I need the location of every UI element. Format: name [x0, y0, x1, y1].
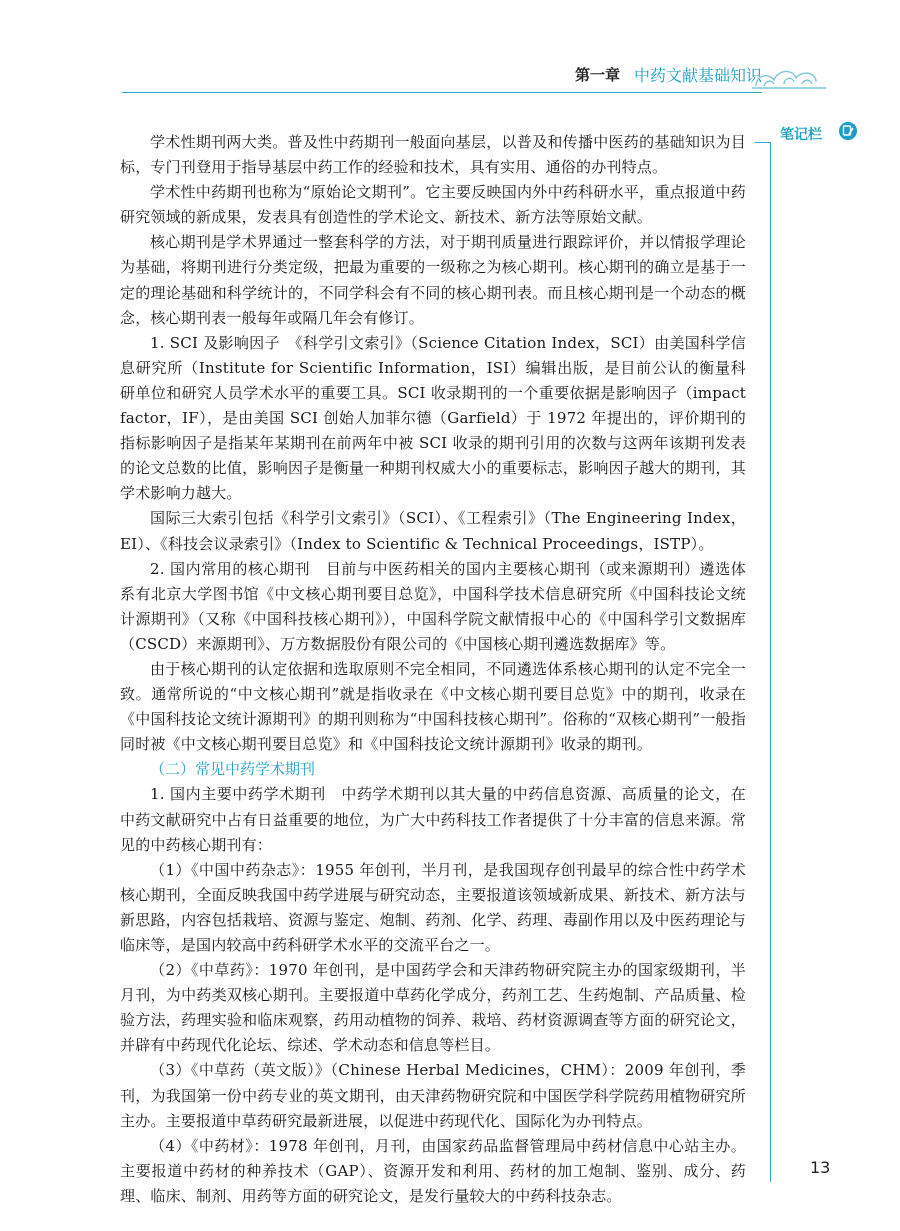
paragraph: 1. SCI 及影响因子 《科学引文索引》（Science Citation Index，SCI）由美国科学信息研究所（Institute for Scientific Information，ISI）编辑出版，是目前公认的衡量科研单位和研究人员学术水平的重要工具。SCI 收录期刊的一个重要依据是影响因子（impact factor，IF），是由美国 SCI 创始人加菲尔德（Garfield）于 1972 年提出的，评价期刊的指标影响因子是指某年某期刊在前两年中被 SCI 收录的期刊引用的次数与这两年该期刊发表的论文总数的比值，影响因子是衡量一种期刊权威大小的重要标志，影响因子越大的期刊，其学术影响力越大。 — [120, 333, 746, 503]
paragraph: （4）《中药材》：1978 年创刊，月刊，由国家药品监督管理局中药材信息中心站主办。主要报道中药材的种养技术（GAP）、资源开发和利用、药材的加工炮制、鉴别、成分、药理、临床、制剂、用药等方面的研究论文，是发行量较大的中药科技杂志。 — [120, 1136, 746, 1205]
notes-column-tick — [755, 142, 771, 143]
paragraph: （3）《中草药（英文版）》（Chinese Herbal Medicines，CHM）：2009 年创刊，季刊，为我国第一份中药专业的英文期刊，由天津药物研究院和中国医学科学院药用植物研究所主办。主要报道中草药研究最新进展，以促进中药现代化、国际化为办刊特点。 — [120, 1061, 746, 1130]
paragraph: 学术性中药期刊也称为“原始论文期刊”。它主要反映国内外中药科研水平，重点报道中药研究领域的新成果，发表具有创造性的学术论文、新技术、新方法等原始文献。 — [120, 183, 746, 227]
paragraph: 1. 国内主要中药学术期刊 中药学术期刊以其大量的中药信息资源、高质量的论文，在中药文献研究中占有日益重要的地位，为广大中药科技工作者提供了十分丰富的信息来源。常见的中药核心期刊有： — [120, 785, 746, 854]
section-heading: （二）常见中药学术期刊 — [150, 760, 316, 779]
paragraph: 学术性期刊两大类。普及性中药期刊一般面向基层，以普及和传播中医药的基础知识为目标，专门刊登用于指导基层中药工作的经验和技术，具有实用、通俗的办刊特点。 — [120, 133, 746, 177]
paragraph: （2）《中草药》：1970 年创刊，是中国药学会和天津药物研究院主办的国家级期刊，半月刊，为中药类双核心期刊。主要报道中草药化学成分，药剂工艺、生药炮制、产品质量、检验方法，药理实验和临床观察，药用动植物的饲养、栽培、药材资源调查等方面的研究论文，并辟有中药现代化论坛、综述、学术动态和信息等栏目。 — [120, 961, 746, 1055]
chapter-label: 第一章 — [575, 66, 621, 84]
paragraph: （1）《中国中药杂志》：1955 年创刊，半月刊，是我国现存创刊最早的综合性中药学术核心期刊，全面反映我国中药学进展与研究动态，主要报道该领域新成果、新技术、新方法与新思路，内容包括栽培、资源与鉴定、炮制、药剂、化学、药理、毒副作用以及中医药理论与临床等，是国内较高中药科研学术水平的交流平台之一。 — [120, 860, 746, 954]
paragraph: 由于核心期刊的认定依据和选取原则不完全相同，不同遴选体系核心期刊的认定不完全一致。通常所说的“中文核心期刊”就是指收录在《中文核心期刊要目总览》中的期刊，收录在《中国科技论文统计源期刊》的期刊则称为“中国科技核心期刊”。俗称的“双核心期刊”一般指同时被《中文核心期刊要目总览》和《中国科技论文统计源期刊》收录的期刊。 — [120, 659, 746, 754]
chapter-title: 中药文献基础知识 — [634, 66, 763, 85]
paragraph: 核心期刊是学术界通过一整套科学的方法，对于期刊质量进行跟踪评价，并以情报学理论为基础，将期刊进行分类定级，把最为重要的一级称之为核心期刊。核心期刊的确立是基于一定的理论基础和科学统计的，不同学科会有不同的核心期刊表。而且核心期刊是一个动态的概念，核心期刊表一般每年或隔几年会有修订。 — [120, 233, 746, 327]
paragraph: 2. 国内常用的核心期刊 目前与中医药相关的国内主要核心期刊（或来源期刊）遴选体系有北京大学图书馆《中文核心期刊要目总览》，中国科学技术信息研究所《中国科技论文统计源期刊》（又称《中国科技核心期刊》），中国科学院文献情报中心的《中国科学引文数据库（CSCD）来源期刊》、万方数据股份有限公司的《中国核心期刊遴选数据库》等。 — [120, 559, 746, 653]
pencil-note-icon — [838, 121, 858, 141]
paragraph: 国际三大索引包括《科学引文索引》（SCI）、《工程索引》（The Engineering Index，EI）、《科技会议录索引》（Index to Scientific & Technical Proceedings，ISTP）。 — [120, 509, 746, 553]
notes-column-rule — [770, 142, 771, 1182]
body-text — [120, 130, 746, 1209]
notes-column-label: 笔记栏 — [780, 127, 822, 143]
page-number: 13 — [810, 1158, 831, 1177]
cloud-ornament-icon — [750, 56, 830, 96]
header-rule — [122, 92, 762, 93]
